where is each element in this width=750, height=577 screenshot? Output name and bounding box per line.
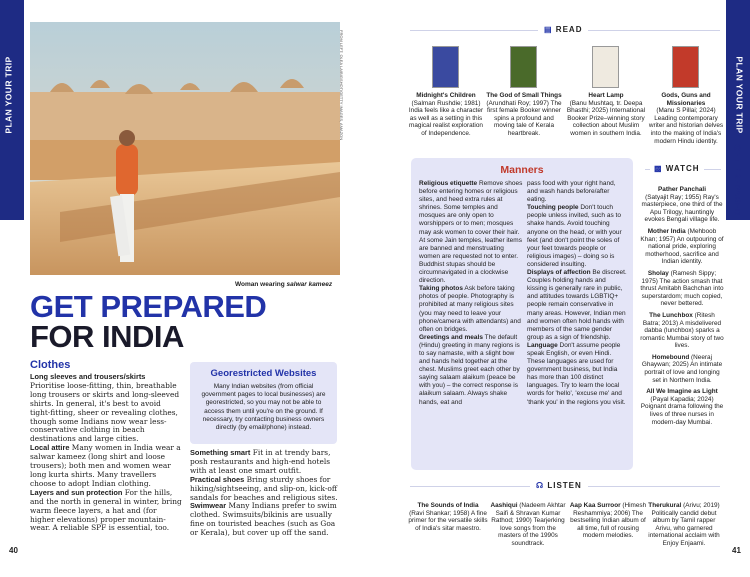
- manners-item: Greetings and meals The default (Hindu) greeting in many regions is to say namaste, with a slight bow and hands held together at the chest. Muslims greet each other by saying salaam alaikum (peace be with you) – the correct response is alaikum salaam. Always shake hands, eat and: [419, 333, 520, 406]
- photo-caption: Woman wearing salwar kameez: [235, 281, 333, 288]
- watch-item: Homebound (Neeraj Ghaywan; 2025) An intimate portrait of love and longing set in Northern India.: [641, 353, 723, 384]
- listen-header: ☊ LISTEN: [530, 481, 588, 490]
- book-cover: [592, 46, 619, 88]
- left-spine-label: PLAN YOUR TRIP: [3, 56, 14, 134]
- page-title-line2: FOR INDIA: [30, 319, 184, 354]
- clothes-list-continued: [190, 449, 340, 538]
- listen-item: Therukural (Arivu; 2019) Politically candid debut album by Tamil rapper Arivu, who garnered international acclaim with Enjoy Enjaami.: [648, 502, 720, 547]
- watch-list: [640, 186, 724, 430]
- book-cover: [672, 46, 699, 88]
- book-cover: [432, 46, 459, 88]
- page-title-line1: GET PREPARED: [30, 289, 267, 324]
- read-item: Heart Lamp (Banu Mushtaq, tr. Deepa Bhasthi; 2025) International Booker Prize–winning story collection about Muslim women in southern India.: [566, 92, 646, 137]
- read-item: Midnight's Children (Salman Rushdie; 1981) India feels like a character as well as a setting in this magical realist exploration of Independence.: [408, 92, 484, 137]
- georestricted-heading: Georestricted Websites: [210, 368, 317, 379]
- right-spine-label-2: GET PREPARED: [732, 144, 743, 216]
- manners-item: Taking photos Ask before taking photos of people. Photography is prohibited at many religious sites (you may need to leave your phone/camera with attendants) and often on bridges.: [419, 285, 521, 333]
- read-header: ▤ READ: [538, 25, 588, 34]
- clothes-item: Local attire Many women in India wear a salwar kameez (long shirt and loose trousers); both men and women wear long kurta shirts. Many travellers choose to adopt Indian clothing.: [30, 443, 181, 488]
- watch-item: Mother India (Mehboob Khan; 1957) An outpouring of national pride, exploring motherhood, sacrifice and Indian identity.: [640, 227, 724, 266]
- manners-column-1: [419, 180, 523, 407]
- watch-item: Pather Panchali (Satyajit Ray; 1955) Ray's masterpiece, one third of the Apu Trilogy, hauntingly evokes Bengali village life.: [641, 186, 723, 224]
- page-number-left: 40: [9, 546, 18, 555]
- manners-item: Displays of affection Be discreet. Couples holding hands and kissing is generally rare in public, and attitudes towards LGBTIQ+ people remain conservative in many areas. However, Indian men and women often hold hands with members of the same gender group as a sign of friendship.: [527, 269, 627, 341]
- hero-photo: [30, 22, 340, 275]
- clothes-item: Long sleeves and trousers/skirts Prioritise loose-fitting, thin, breathable long trousers or skirts and long-sleeved shirts. In general, it's best to avoid tight-fitting, sheer or revealing clothes, though some Indians now wear less-conservative clothing in beach destinations and large cities.: [30, 372, 180, 444]
- page-number-right: 41: [732, 546, 741, 555]
- manners-item: pass food with your right hand, and wash hands before/after eating.: [527, 180, 616, 204]
- book-icon: ▤: [544, 25, 553, 34]
- manners-heading: Manners: [500, 164, 544, 176]
- tv-icon: ▩: [654, 164, 663, 173]
- manners-item: Language Don't assume people speak English, or even Hindi. These languages are used for government business, but India has more than 100 distinct languages. Try to learn the local words for 'hello', 'excuse me' and 'thank you' in the regions you visit.: [527, 341, 626, 406]
- georestricted-box: [190, 362, 337, 444]
- clothes-item: Practical shoes Bring sturdy shoes for hiking/sightseeing, and slip-on, kick-off sandals for beaches and religious sites.: [190, 474, 338, 502]
- manners-box: [411, 158, 633, 470]
- manners-item: Religious etiquette Remove shoes before entering homes or religious sites, and heed extra rules at shrines. Some temples and mosques are only open to worshippers or to men; mosques may ask women to cover their hair. At some Jain temples, leather items are banned and menstruating women are requested not to enter. Buddhist stupas should be circumnavigated in a clockwise direction.: [419, 180, 523, 285]
- watch-item: All We Imagine as Light (Payal Kapadia; 2024) Poignant drama following the lives of three nurses in modern-day Mumbai.: [640, 388, 724, 426]
- clothes-item: Layers and sun protection For the hills, and the north in general in winter, bring warm fleece layers, a hat and (for higher elevations) proper mountain-wear. A reliable SPF is essential, too.: [30, 487, 182, 533]
- read-item: The God of Small Things (Arundhati Roy; 1997) The first female Booker winner spins a profound and moving tale of Kerala heartbreak.: [486, 92, 562, 137]
- photo-credit: FROM LEFT: OLEA LA/BIGSHOT/GETTY IMAGES, AMAZON: [339, 30, 344, 141]
- watch-item: Sholay (Ramesh Sippy; 1975) The action smash that thrust Amitabh Bachchan into superstardom; much copied, never bettered.: [640, 269, 724, 308]
- watch-header: ▩ WATCH: [650, 164, 704, 173]
- listen-item: Aap Kaa Surroor (Himesh Reshammiya; 2006) The bestselling Indian album of all time, full of rousing modern melodies.: [569, 502, 647, 540]
- manners-item: Touching people Don't touch people unless invited, such as to shake hands. Avoid touching anyone on the head, or with your feet (and don't point the soles of your feet towards people or religious images) – doing so is considered insulting.: [527, 204, 622, 268]
- georestricted-text: Many Indian websites (from official government pages to local businesses) are georestricted, so you may not be able to access them until you're on the ground. If necessary, try contacting business owners directly (by email/phone) instead.: [201, 383, 326, 432]
- watch-item: The Lunchbox (Ritesh Batra; 2013) A misdelivered dabba (lunchbox) sparks a romantic Mumbai story of two lives.: [640, 311, 724, 350]
- manners-column-2: [527, 180, 627, 407]
- clothes-list: [30, 373, 182, 533]
- listen-item: The Sounds of India (Ravi Shankar; 1958) A fine primer for the versatile skills of India's sitar maestro.: [408, 502, 488, 532]
- headphones-icon: ☊: [536, 481, 545, 490]
- clothes-heading: Clothes: [30, 359, 71, 371]
- clothes-item: Something smart Fit in at trendy bars, posh restaurants and high-end hotels with at least one smart outfit.: [190, 448, 331, 475]
- right-spine-label: PLAN YOUR TRIP: [734, 56, 745, 134]
- read-item: Gods, Guns and Missionaries (Manu S Pillai; 2024) Leading contemporary writer and historian delves into the making of India's modern Hindu identity.: [648, 92, 724, 145]
- listen-item: Aashiqui (Nadeem Akhtar Saifi & Shravan Kumar Rathod; 1990) Tearjerking love songs from the masters of the 1990s soundtrack.: [490, 502, 566, 547]
- clothes-item: Swimwear Many Indians prefer to swim clothed. Swimsuits/bikinis are usually fine on touristed beaches (such as Goa or Kerala), but cover up off the sand.: [190, 501, 337, 538]
- clothes-section: [30, 359, 182, 533]
- book-cover: [510, 46, 537, 88]
